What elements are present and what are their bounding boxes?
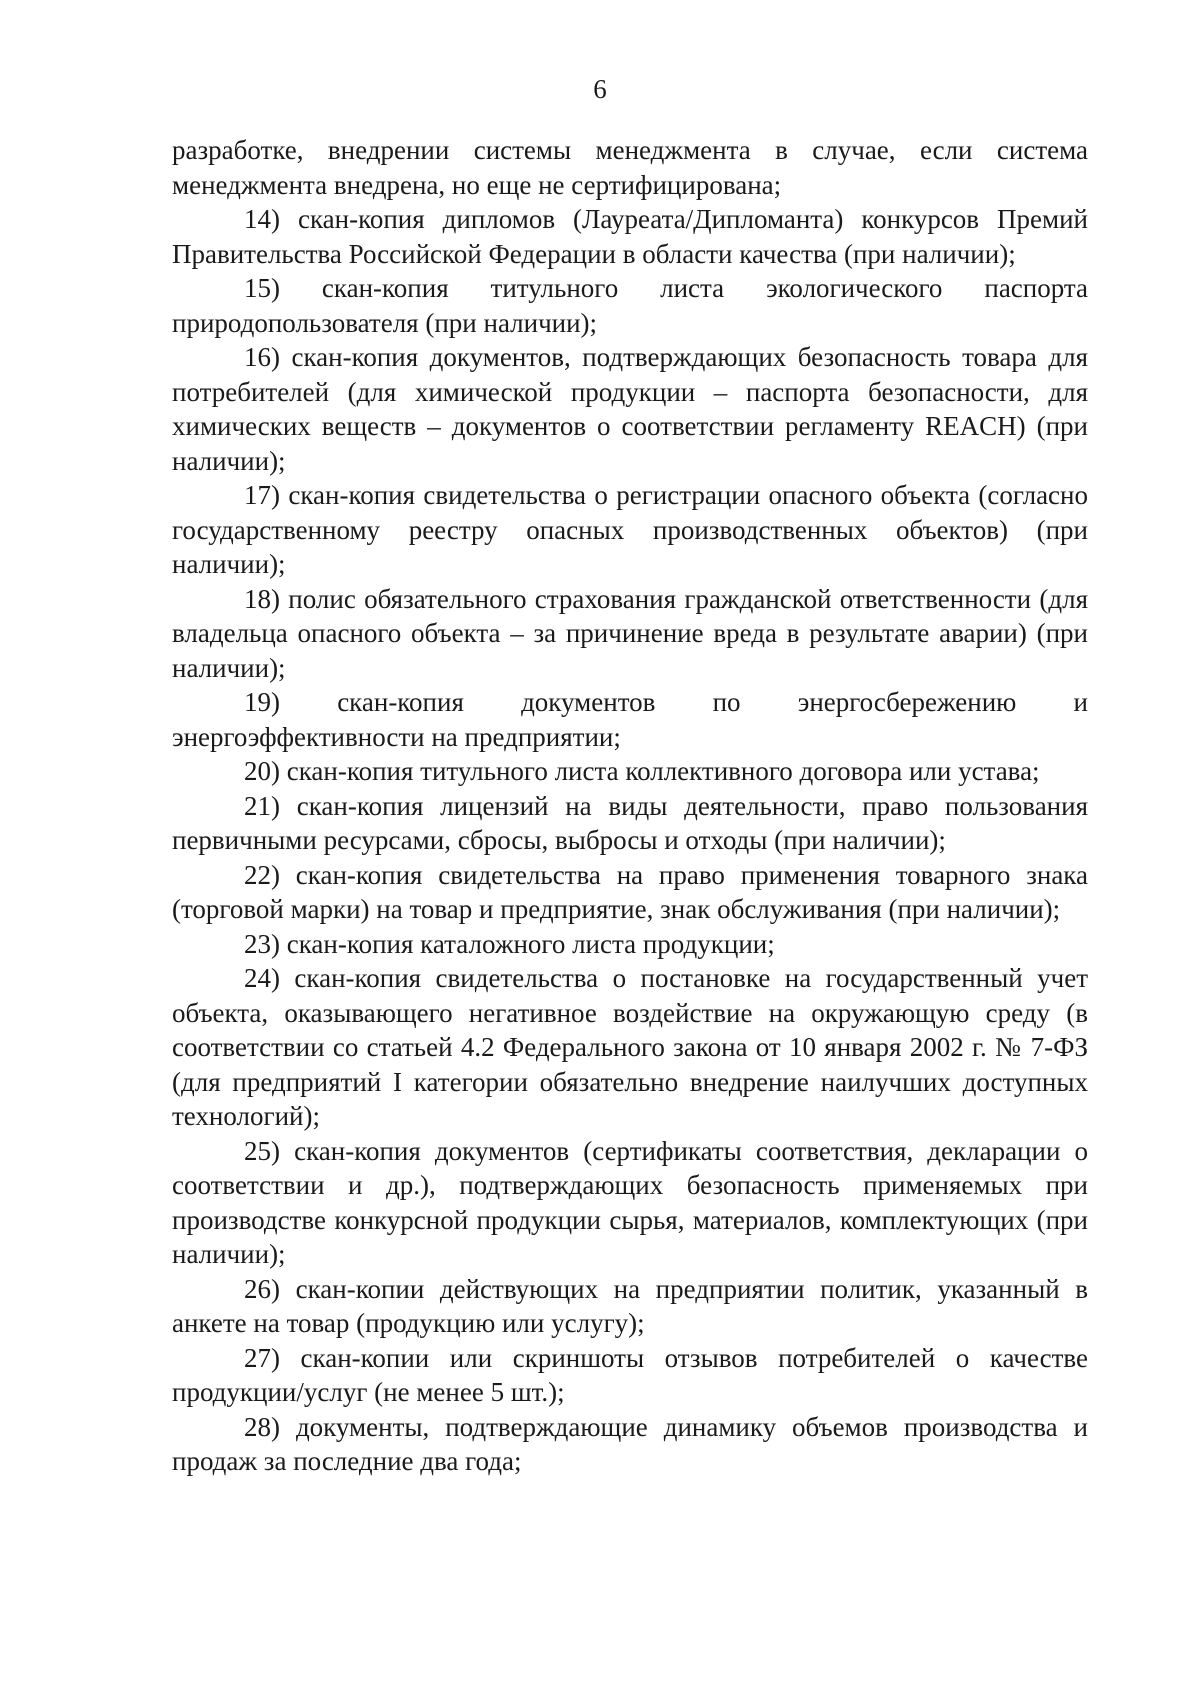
list-item-19: 19) скан-копия документов по энергосбережению и энергоэффективности на предприятии; <box>172 687 1088 752</box>
list-item-25: 25) скан-копия документов (сертификаты соответствия, декларации о соответствии и др.), подтверждающих безопасность применяемых при производстве конкурсной продукции сырья, материалов, комплектующих (при наличии); <box>172 1135 1088 1269</box>
list-item-22: 22) скан-копия свидетельства на право применения товарного знака (торговой марки) на товар и предприятие, знак обслуживания (при наличии); <box>172 859 1088 924</box>
list-item-15: 15) скан-копия титульного листа экологического паспорта природопользователя (при наличии); <box>172 273 1088 338</box>
document-body <box>172 133 1088 1479</box>
list-item-23: 23) скан-копия каталожного листа продукции; <box>244 928 775 959</box>
list-item-14: 14) скан-копия дипломов (Лауреата/Дипломанта) конкурсов Премий Правительства Российской Федерации в области качества (при наличии); <box>172 204 1088 269</box>
list-item-17: 17) скан-копия свидетельства о регистрации опасного объекта (согласно государственному реестру опасных производственных объектов) (при наличии); <box>172 480 1088 579</box>
list-item-16: 16) скан-копия документов, подтверждающих безопасность товара для потребителей (для химической продукции – паспорта безопасности, для химических веществ – документов о соответствии регламенту REACH) (при наличии); <box>172 342 1088 476</box>
list-item-26: 26) скан-копии действующих на предприятии политик, указанный в анкете на товар (продукцию или услугу); <box>172 1273 1088 1338</box>
list-item-28: 28) документы, подтверждающие динамику объемов производства и продаж за последние два года; <box>172 1411 1088 1476</box>
list-item-24: 24) скан-копия свидетельства о постановке на государственный учет объекта, оказывающего негативное воздействие на окружающую среду (в соответствии со статьей 4.2 Федерального закона от 10 января 2002 г. № 7-ФЗ (для предприятий I категории обязательно внедрение наилучших доступных технологий); <box>172 963 1088 1131</box>
list-item-21: 21) скан-копия лицензий на виды деятельности, право пользования первичными ресурсами, сбросы, выбросы и отходы (при наличии); <box>172 790 1088 855</box>
paragraph-continuation: разработке, внедрении системы менеджмента в случае, если система менеджмента внедрена, но еще не сертифицирована; <box>172 135 1088 200</box>
page-number: 6 <box>593 74 607 104</box>
list-item-27: 27) скан-копии или скриншоты отзывов потребителей о качестве продукции/услуг (не менее 5 шт.); <box>172 1342 1088 1407</box>
list-item-20: 20) скан-копия титульного листа коллективного договора или устава; <box>244 756 1040 786</box>
list-item-18: 18) полис обязательного страхования гражданской ответственности (для владельца опасного объекта – за причинение вреда в результате аварии) (при наличии); <box>172 583 1088 683</box>
